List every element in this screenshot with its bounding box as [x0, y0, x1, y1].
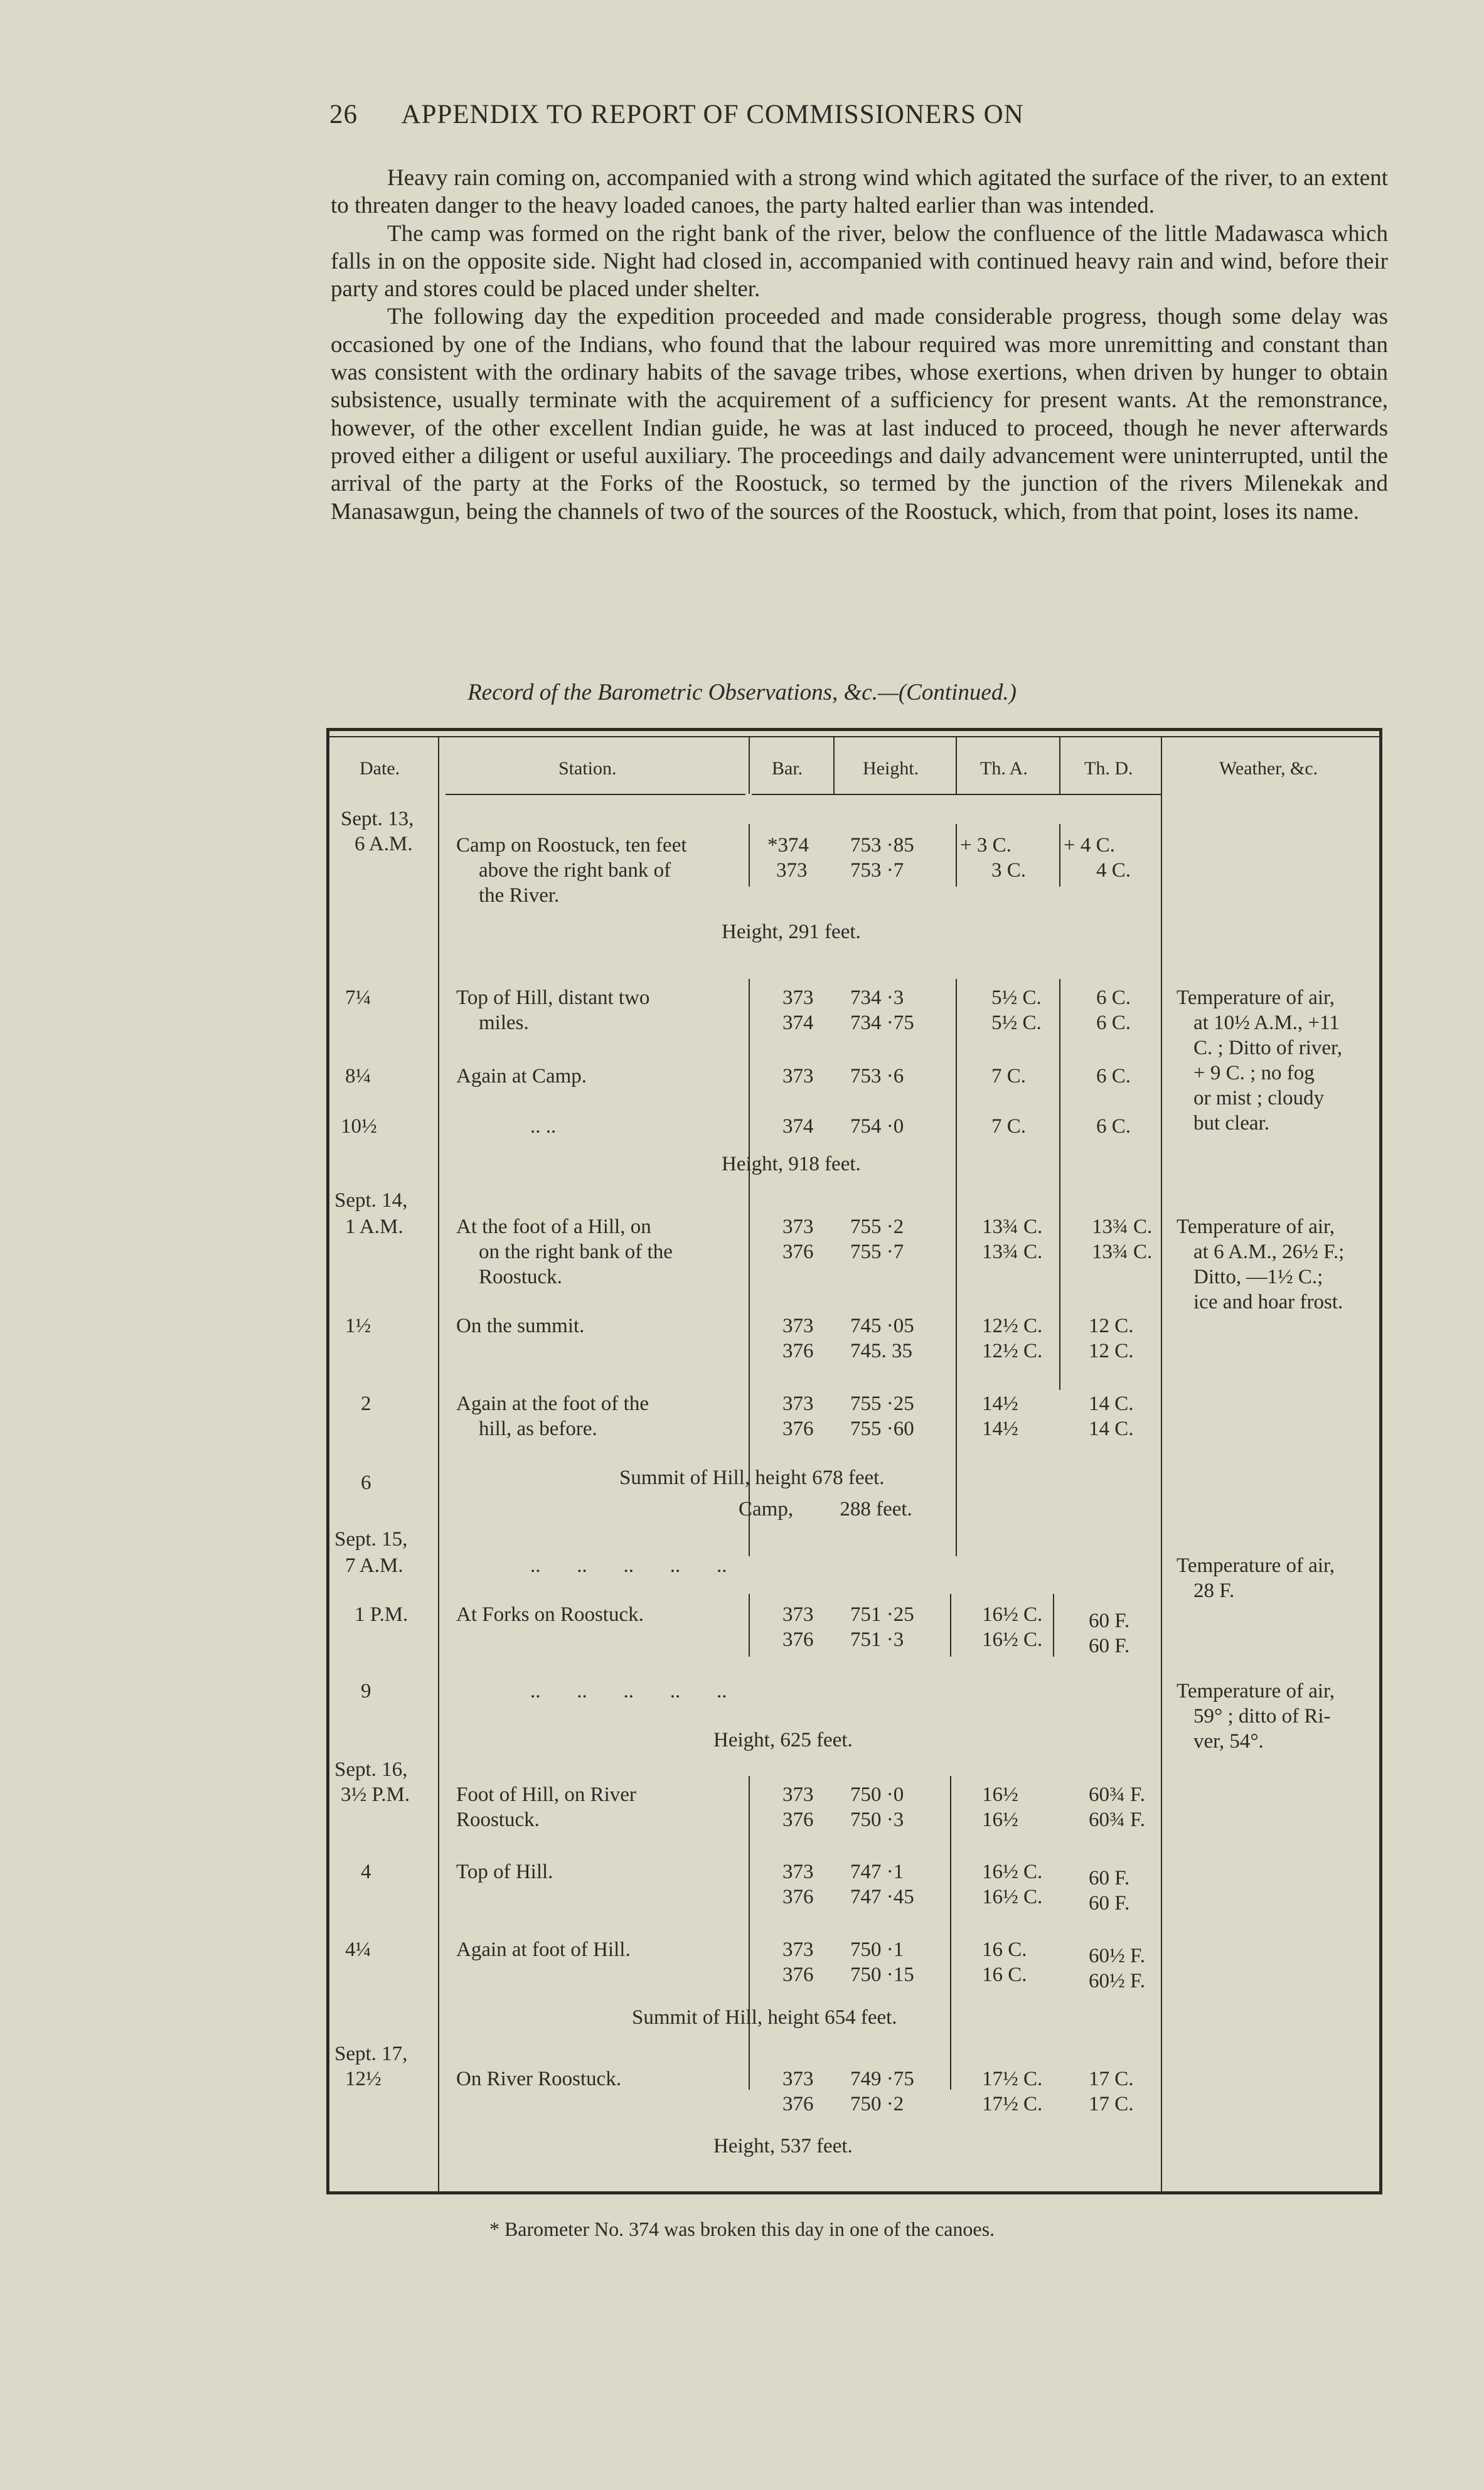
th-d-cell: 6 C. — [1096, 1115, 1131, 1138]
th-a-cell: 7 C. — [991, 1065, 1027, 1087]
th-d-cell: 12 C. — [1089, 1340, 1134, 1362]
height-cell: 734 ·3 — [850, 986, 904, 1009]
height-note: Height, 918 feet. — [722, 1153, 861, 1175]
weather-cell: Temperature of air, — [1177, 1680, 1335, 1702]
weather-cell: Ditto, —1½ C.; — [1193, 1266, 1323, 1288]
date-cell: 2 — [361, 1392, 371, 1415]
weather-cell: at 6 A.M., 26½ F.; — [1193, 1241, 1345, 1263]
bar-cell: 373 — [776, 859, 808, 882]
height-note: Camp, 288 feet. — [739, 1498, 912, 1520]
height-note: Height, 291 feet. — [722, 921, 861, 943]
th-a-cell: + 3 C. — [960, 834, 1012, 857]
weather-cell: ice and hoar frost. — [1193, 1291, 1343, 1313]
weather-cell: Temperature of air, — [1177, 1554, 1335, 1577]
th-a-cell: 13¾ C. — [982, 1241, 1043, 1263]
body-text — [331, 164, 1388, 526]
height-cell: 745 ·05 — [850, 1315, 914, 1337]
page-number: 26 — [329, 100, 358, 129]
height-cell: 750 ·0 — [850, 1783, 904, 1806]
th-d-cell: 60½ F. — [1089, 1970, 1145, 1992]
date-cell: 1 P.M. — [355, 1603, 408, 1626]
station-cell: At Forks on Roostuck. — [456, 1603, 644, 1626]
th-a-cell: 5½ C. — [991, 986, 1042, 1009]
page-header — [329, 99, 1271, 130]
height-cell: 734 ·75 — [850, 1012, 914, 1034]
th-d-cell: 13¾ C. — [1092, 1241, 1153, 1263]
weather-cell: 59° ; ditto of Ri- — [1193, 1705, 1331, 1728]
station-cell: On River Roostuck. — [456, 2068, 622, 2090]
height-note: Summit of Hill, height 654 feet. — [632, 2006, 897, 2029]
date-cell: 1 A.M. — [345, 1216, 403, 1238]
paragraph: The following day the expedition proceeded and made considerable progress, though some delay was occasioned by one of the Indians, who found that the labour required was more unremitting and constant than was consistent with the ordinary habits of the savage tribes, whose exertions, when driven by hunger to obtain subsistence, usually terminate with the acquirement of a sufficiency for present wants. At the remonstrance, however, of the other excellent Indian guide, he was at last induced to proceed, though he never afterwards proved either a diligent or useful auxiliary. The proceedings and daily advancement were uninterrupted, until the arrival of the party at the Forks of the Roostuck, so termed by the junction of the rivers Milenekak and Manasawgun, being the channels of two of the sources of the Roostuck, which, from that point, loses its name. — [331, 304, 1388, 525]
weather-cell: ver, 54°. — [1193, 1730, 1264, 1753]
column-rule — [749, 1594, 750, 1657]
date-cell: 6 — [361, 1472, 371, 1494]
weather-cell: but clear. — [1193, 1112, 1269, 1135]
height-cell: 750 ·3 — [850, 1809, 904, 1831]
th-a-cell: 13¾ C. — [982, 1216, 1043, 1238]
height-cell: 747 ·45 — [850, 1886, 914, 1908]
height-note: Height, 537 feet. — [713, 2135, 853, 2157]
height-cell: 751 ·3 — [850, 1628, 904, 1651]
header-rule — [752, 794, 1161, 795]
bar-cell: 376 — [782, 1964, 814, 1986]
bar-cell: 376 — [782, 1628, 814, 1651]
station-cell: Top of Hill, distant two — [456, 986, 650, 1009]
bar-cell: 373 — [782, 1861, 814, 1883]
height-cell: 753 ·85 — [850, 834, 914, 857]
col-header-height: Height. — [863, 758, 919, 779]
col-header-bar: Bar. — [772, 758, 803, 779]
th-a-cell: 16 C. — [982, 1938, 1027, 1961]
height-cell: 745. 35 — [850, 1340, 912, 1362]
paragraph: The camp was formed on the right bank of the river, below the confluence of the little Madawasca which falls in on the opposite side. Night had closed in, accompanied with continued heavy rain and wind, before their party and stores could be placed under shelter. — [331, 220, 1388, 302]
th-a-cell: 17½ C. — [982, 2068, 1043, 2090]
bar-cell: 376 — [782, 1241, 814, 1263]
height-cell: 754 ·0 — [850, 1115, 904, 1138]
table-caption: Record of the Barometric Observations, &c.—(Continued.) — [467, 680, 1017, 705]
col-header-th-d: Th. D. — [1084, 758, 1133, 779]
th-d-cell: 60 F. — [1089, 1635, 1130, 1657]
station-cell: on the right bank of the — [479, 1241, 673, 1263]
th-d-cell: + 4 C. — [1064, 834, 1115, 857]
th-d-cell: 60¾ F. — [1089, 1809, 1145, 1831]
weather-cell: Temperature of air, — [1177, 986, 1335, 1009]
paragraph: Heavy rain coming on, accompanied with a strong wind which agitated the surface of the river, to an extent to threaten danger to the heavy loaded canoes, the party halted earlier than was intended. — [331, 165, 1388, 219]
th-d-cell: 60¾ F. — [1089, 1783, 1145, 1806]
th-d-cell: 12 C. — [1089, 1315, 1134, 1337]
bar-cell: 374 — [782, 1115, 814, 1138]
column-rule — [749, 1776, 750, 2090]
date-cell: Sept. 16, — [334, 1758, 408, 1781]
weather-cell: C. ; Ditto of river, — [1193, 1037, 1342, 1059]
th-d-cell: 6 C. — [1096, 986, 1131, 1009]
column-rule — [749, 824, 750, 887]
date-cell: 12½ — [345, 2068, 382, 2090]
column-rule — [833, 736, 835, 794]
date-cell: 4 — [361, 1861, 371, 1883]
bar-cell: 373 — [782, 1315, 814, 1337]
th-a-cell: 14½ — [982, 1392, 1018, 1415]
th-d-cell: 60 F. — [1089, 1867, 1130, 1889]
column-rule — [956, 736, 957, 794]
th-a-cell: 16½ C. — [982, 1603, 1043, 1626]
height-cell: 751 ·25 — [850, 1603, 914, 1626]
bar-cell: 373 — [782, 1216, 814, 1238]
bar-cell: 376 — [782, 1809, 814, 1831]
th-a-cell: 3 C. — [991, 859, 1027, 882]
date-cell: Sept. 17, — [334, 2043, 408, 2065]
th-a-cell: 5½ C. — [991, 1012, 1042, 1034]
date-cell: 7 A.M. — [345, 1554, 403, 1577]
th-a-cell: 12½ C. — [982, 1340, 1043, 1362]
bar-cell: 373 — [782, 986, 814, 1009]
weather-cell: at 10½ A.M., +11 — [1193, 1012, 1340, 1034]
station-cell: the River. — [479, 884, 560, 907]
station-cell: .. .. — [530, 1115, 557, 1138]
date-cell: 3½ P.M. — [341, 1783, 410, 1806]
th-d-cell: 6 C. — [1096, 1065, 1131, 1087]
th-a-cell: 12½ C. — [982, 1315, 1043, 1337]
th-a-cell: 16½ C. — [982, 1886, 1043, 1908]
date-cell: 1½ — [345, 1315, 371, 1337]
bar-cell: 374 — [782, 1012, 814, 1034]
bar-cell: 376 — [782, 2093, 814, 2115]
date-cell: 9 — [361, 1680, 371, 1702]
col-header-date: Date. — [360, 758, 400, 779]
station-cell: On the summit. — [456, 1315, 585, 1337]
th-d-cell: 14 C. — [1089, 1418, 1134, 1440]
th-d-cell: 13¾ C. — [1092, 1216, 1153, 1238]
date-cell: Sept. 14, — [334, 1189, 408, 1212]
th-a-cell: 16½ C. — [982, 1861, 1043, 1883]
date-cell: 8¼ — [345, 1065, 371, 1087]
th-a-cell: 7 C. — [991, 1115, 1027, 1138]
height-cell: 750 ·2 — [850, 2093, 904, 2115]
column-rule — [749, 736, 750, 794]
footnote: * Barometer No. 374 was broken this day in one of the canoes. — [489, 2218, 995, 2240]
station-cell: miles. — [479, 1012, 529, 1034]
column-rule — [1059, 979, 1060, 1390]
station-cell: Foot of Hill, on River — [456, 1783, 636, 1806]
station-cell: At the foot of a Hill, on — [456, 1216, 651, 1238]
bar-cell: 376 — [782, 1886, 814, 1908]
weather-cell: Temperature of air, — [1177, 1216, 1335, 1238]
column-rule — [438, 736, 439, 2191]
column-rule — [1059, 736, 1060, 794]
column-rule — [1053, 1594, 1054, 1657]
bar-cell: 373 — [782, 2068, 814, 2090]
th-d-cell: 60½ F. — [1089, 1945, 1145, 1967]
height-cell: 753 ·7 — [850, 859, 904, 882]
date-cell: Sept. 13, — [341, 808, 414, 830]
th-a-cell: 16½ C. — [982, 1628, 1043, 1651]
column-rule — [1161, 736, 1162, 2191]
weather-cell: + 9 C. ; no fog — [1193, 1062, 1315, 1084]
height-note: Summit of Hill, height 678 feet. — [619, 1467, 885, 1489]
station-cell: above the right bank of — [479, 859, 671, 882]
bar-cell: 373 — [782, 1392, 814, 1415]
column-rule — [950, 1594, 951, 1657]
station-cell: Again at foot of Hill. — [456, 1938, 631, 1961]
height-cell: 750 ·15 — [850, 1964, 914, 1986]
height-cell: 749 ·75 — [850, 2068, 914, 2090]
height-cell: 753 ·6 — [850, 1065, 904, 1087]
weather-cell: or mist ; cloudy — [1193, 1087, 1325, 1109]
col-header-station: Station. — [558, 758, 617, 779]
th-d-cell: 17 C. — [1089, 2068, 1134, 2090]
bar-cell: 373 — [782, 1603, 814, 1626]
th-d-cell: 14 C. — [1089, 1392, 1134, 1415]
bar-cell: 373 — [782, 1783, 814, 1806]
col-header-weather: Weather, &c. — [1219, 758, 1318, 779]
date-cell: Sept. 15, — [334, 1528, 408, 1551]
running-title: APPENDIX TO REPORT OF COMMISSIONERS ON — [401, 100, 1024, 129]
th-d-cell: 60 F. — [1089, 1892, 1130, 1915]
station-cell: Again at Camp. — [456, 1065, 587, 1087]
dots-row: .. .. .. .. .. — [530, 1680, 727, 1702]
bar-cell: *374 — [767, 834, 809, 857]
th-d-cell: 17 C. — [1089, 2093, 1134, 2115]
height-cell: 750 ·1 — [850, 1938, 904, 1961]
bar-cell: 373 — [782, 1065, 814, 1087]
height-cell: 747 ·1 — [850, 1861, 904, 1883]
th-a-cell: 14½ — [982, 1418, 1018, 1440]
station-cell: Camp on Roostuck, ten feet — [456, 834, 687, 857]
weather-cell: 28 F. — [1193, 1579, 1235, 1602]
dots-row: .. .. .. .. .. — [530, 1554, 727, 1577]
th-d-cell: 4 C. — [1096, 859, 1131, 882]
station-cell: hill, as before. — [479, 1418, 597, 1440]
col-header-th-a: Th. A. — [980, 758, 1028, 779]
bar-cell: 376 — [782, 1418, 814, 1440]
date-cell: 10½ — [341, 1115, 377, 1138]
th-d-cell: 6 C. — [1096, 1012, 1131, 1034]
station-cell: Again at the foot of the — [456, 1392, 649, 1415]
th-a-cell: 17½ C. — [982, 2093, 1043, 2115]
date-cell: 7¼ — [345, 986, 371, 1009]
column-rule — [956, 824, 957, 887]
th-a-cell: 16 C. — [982, 1964, 1027, 1986]
bar-cell: 373 — [782, 1938, 814, 1961]
bar-cell: 376 — [782, 1340, 814, 1362]
station-cell: Top of Hill. — [456, 1861, 553, 1883]
station-cell: Roostuck. — [479, 1266, 562, 1288]
th-a-cell: 16½ — [982, 1783, 1018, 1806]
column-rule — [950, 1776, 951, 2090]
height-cell: 755 ·25 — [850, 1392, 914, 1415]
barometric-table — [326, 728, 1382, 2194]
height-cell: 755 ·2 — [850, 1216, 904, 1238]
table-inner-rule — [329, 736, 1379, 737]
column-rule — [1059, 824, 1060, 887]
th-a-cell: 16½ — [982, 1809, 1018, 1831]
height-cell: 755 ·7 — [850, 1241, 904, 1263]
date-cell: 4¼ — [345, 1938, 371, 1961]
th-d-cell: 60 F. — [1089, 1610, 1130, 1632]
header-rule — [446, 794, 745, 795]
height-note: Height, 625 feet. — [713, 1729, 853, 1751]
column-rule — [956, 1211, 957, 1556]
date-cell: 6 A.M. — [355, 833, 413, 855]
station-cell: Roostuck. — [456, 1809, 540, 1831]
height-cell: 755 ·60 — [850, 1418, 914, 1440]
